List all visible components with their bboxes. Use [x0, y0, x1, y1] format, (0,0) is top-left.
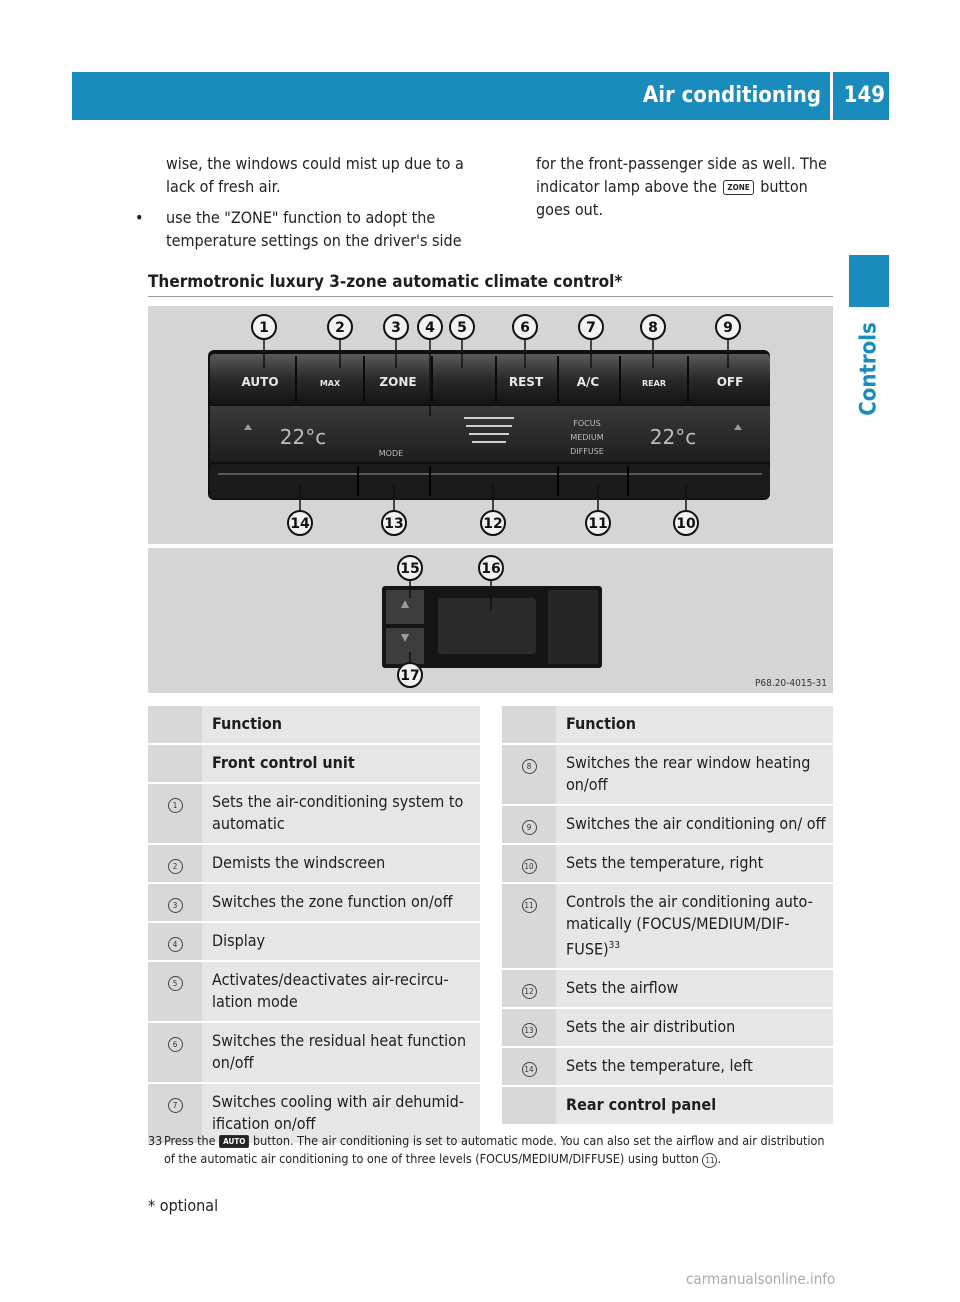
callout-number: 6: [168, 1037, 183, 1052]
table-footer-blank: [502, 1087, 556, 1126]
side-tab-marker: [849, 255, 889, 307]
table-row: [202, 845, 480, 884]
page-header: [72, 72, 889, 120]
callout-number: 12: [522, 984, 537, 999]
table-header: Function: [202, 706, 480, 745]
table-row: [556, 1009, 833, 1048]
row-description: Display: [212, 931, 266, 950]
table-subheader-rear: Rear control panel: [556, 1087, 833, 1126]
page-number: 149: [843, 83, 885, 108]
panel-button-label: A/C: [576, 375, 600, 389]
figure-code: P68.20-4015-31: [754, 678, 827, 689]
footnote-end: .: [717, 1151, 722, 1166]
row-description: Switches the air conditioning on/ off: [566, 814, 826, 833]
diffuse-label: DIFFUSE: [570, 447, 604, 456]
footnote-reference: 33: [608, 940, 621, 951]
callout-label: 6: [520, 320, 530, 336]
temperature-right-readout: 22°c: [649, 425, 697, 449]
callout-label: 9: [723, 320, 733, 336]
section-rule: [148, 296, 833, 297]
rear-down-button: [386, 628, 424, 664]
callout-number: 3: [168, 898, 183, 913]
paragraph-start: for the front-passenger side as well. The indicator lamp above the: [536, 154, 827, 196]
table-row: [202, 962, 480, 1023]
callout-label: 12: [483, 516, 503, 532]
paragraph: wise, the windows could mist up due to a lack of fresh air.: [166, 154, 464, 196]
callout-number: 11: [522, 898, 537, 913]
table-subheader: Front control unit: [202, 745, 480, 784]
row-description: Switches the residual heat function on/off: [212, 1031, 467, 1072]
text-column-left: [148, 152, 483, 260]
callout-label: 11: [588, 516, 608, 532]
table-header-blank: [502, 706, 556, 745]
callout-number: 14: [522, 1062, 537, 1077]
side-tab: [849, 318, 889, 420]
row-number: [502, 845, 556, 884]
footnote-prefix: Press the: [164, 1133, 216, 1148]
front-control-unit-figure: [148, 306, 833, 544]
callout-label: 17: [400, 668, 420, 684]
table-subheader-blank: [148, 745, 202, 784]
row-number: [148, 784, 202, 845]
callout-label: 10: [676, 516, 696, 532]
callout-label: 2: [335, 320, 345, 336]
watermark: carmanualsonline.info: [686, 1270, 836, 1288]
bullet-item: • use the "ZONE" function to adopt the temperature settings on the driver's side: [148, 206, 483, 252]
callout-label: 15: [400, 561, 420, 577]
temperature-left-readout: 22°c: [279, 425, 327, 449]
function-table-left: [148, 706, 480, 1145]
callout-number: 4: [168, 937, 183, 952]
callout-label: 16: [481, 561, 501, 577]
footnote-text: button. The air conditioning is set to automatic mode. You can also set the airflow and air distribution of the automatic air conditioning to one of three levels (FOCUS/MEDIUM/DIFFUSE) using button: [164, 1133, 825, 1166]
panel-button-label: OFF: [716, 375, 744, 389]
focus-label: FOCUS: [573, 419, 601, 428]
table-row: [556, 845, 833, 884]
side-tab-label: Controls: [856, 322, 882, 416]
text-column-right: [536, 152, 836, 221]
rear-control-panel-illustration: [148, 548, 833, 693]
row-number: [148, 962, 202, 1023]
callout-number: 2: [168, 859, 183, 874]
row-description: Sets the air-conditioning system to automatic: [212, 792, 464, 833]
callout-label: 3: [391, 320, 401, 336]
row-number: [502, 1009, 556, 1048]
row-number: [148, 845, 202, 884]
row-description: Switches the zone function on/off: [212, 892, 453, 911]
row-number: [502, 1048, 556, 1087]
table-row: [556, 806, 833, 845]
table-row: [202, 1023, 480, 1084]
footnote-ref-number: 11: [702, 1153, 717, 1168]
table-row: [556, 884, 833, 970]
callout-number: 9: [522, 820, 537, 835]
row-description: Demists the windscreen: [212, 853, 386, 872]
chapter-title: Air conditioning: [642, 83, 821, 108]
button-strip: [210, 354, 770, 404]
mode-label: MODE: [378, 449, 404, 458]
row-description: Controls the air conditioning auto-matically (FOCUS/MEDIUM/DIF-FUSE): [566, 892, 813, 959]
panel-button-label: ZONE: [379, 375, 417, 389]
row-description: Activates/deactivates air-recircu-lation mode: [212, 970, 449, 1011]
row-description: Sets the air distribution: [566, 1017, 736, 1037]
row-description: Switches cooling with air dehumid-ification on/off: [212, 1092, 464, 1133]
row-number: [148, 884, 202, 923]
callout-label: 7: [586, 320, 596, 336]
row-number: [502, 745, 556, 806]
row-description: Sets the airflow: [566, 978, 679, 998]
row-description: Sets the temperature, right: [566, 853, 764, 872]
medium-label: MEDIUM: [570, 433, 604, 442]
row-number: [148, 923, 202, 962]
table-row: [556, 745, 833, 806]
zone-button-icon: ZONE: [723, 180, 753, 195]
panel-button-label: REAR: [642, 379, 666, 388]
table-row: [556, 970, 833, 1009]
callout-number: 5: [168, 976, 183, 991]
header-divider: [830, 72, 833, 120]
footnote-mark: 33: [148, 1133, 163, 1148]
callout-number: 10: [522, 859, 537, 874]
row-description: Sets the temperature, left: [566, 1056, 753, 1076]
table-row: [202, 784, 480, 845]
callout-number: 1: [168, 798, 183, 813]
row-number: [502, 806, 556, 845]
function-table-right: [502, 706, 833, 1126]
row-description: Switches the rear window heating on/off: [566, 753, 811, 794]
front-control-unit-illustration: [148, 306, 833, 544]
row-number: [502, 970, 556, 1009]
callout-number: 13: [522, 1023, 537, 1038]
table-row: [202, 884, 480, 923]
callout-label: 13: [384, 516, 404, 532]
callout-label: 14: [290, 516, 310, 532]
panel-button-label: AUTO: [241, 375, 279, 389]
rear-control-panel-figure: [148, 548, 833, 693]
callout-label: 8: [648, 320, 658, 336]
optional-note: * optional: [148, 1196, 219, 1215]
footnote: [148, 1132, 838, 1168]
callout-label: 4: [425, 320, 435, 336]
callout-number: 7: [168, 1098, 183, 1113]
row-number: [148, 1023, 202, 1084]
panel-button-label: REST: [508, 375, 544, 389]
panel-button-label: MAX: [319, 379, 341, 388]
section-heading: Thermotronic luxury 3-zone automatic climate control*: [148, 272, 623, 292]
table-header: Function: [556, 706, 833, 745]
table-row: [202, 923, 480, 962]
table-row: [556, 1048, 833, 1087]
callout-label: 5: [457, 320, 467, 336]
table-header-blank: [148, 706, 202, 745]
callout-number: 8: [522, 759, 537, 774]
callout-label: 1: [259, 320, 269, 336]
paragraph-end: button goes out.: [536, 177, 808, 219]
auto-button-icon: AUTO: [219, 1135, 249, 1148]
row-number: [502, 884, 556, 970]
rear-display: [438, 598, 536, 654]
